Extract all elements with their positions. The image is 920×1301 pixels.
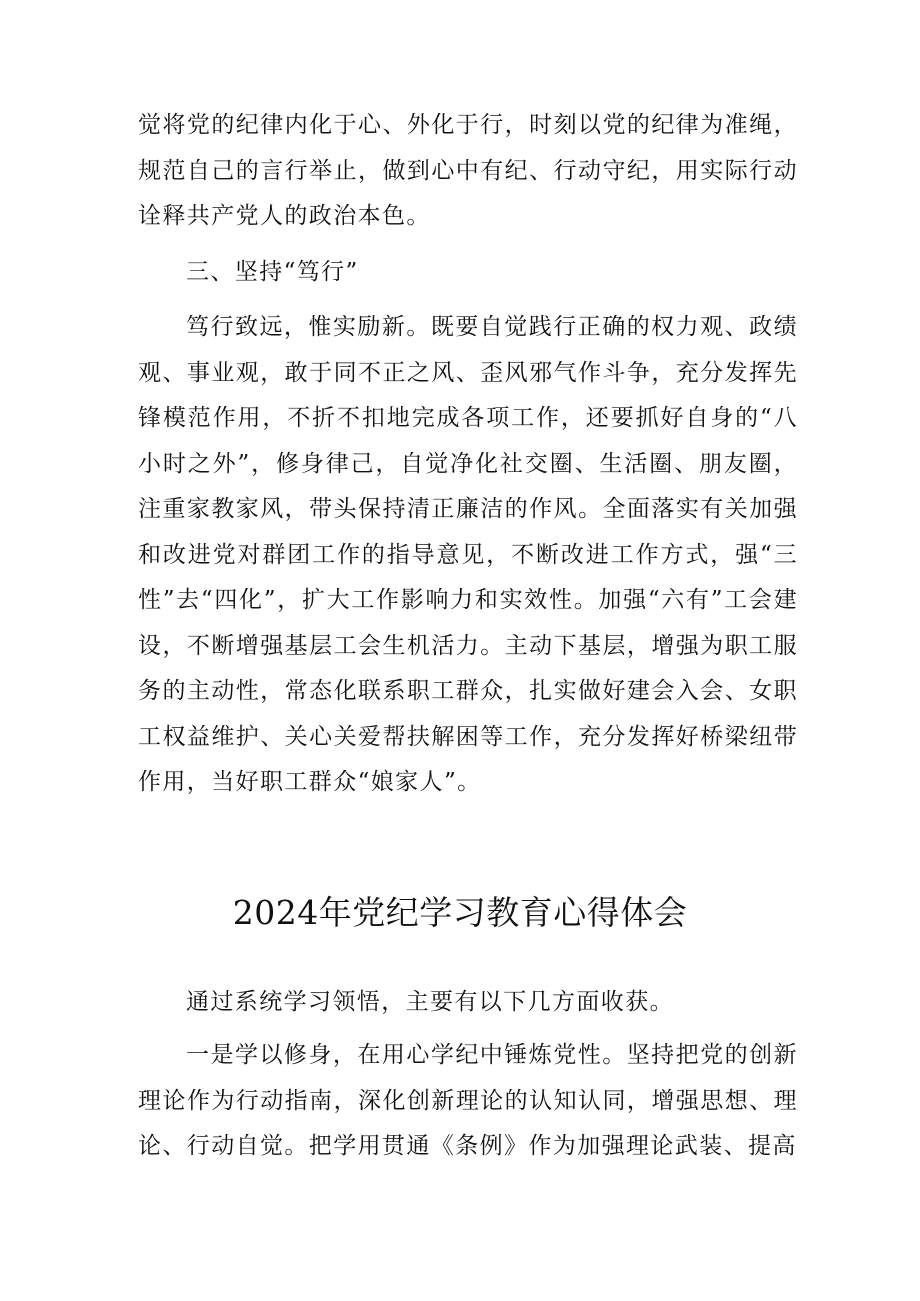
document-title: 2024年党纪学习教育心得体会 [232, 893, 688, 932]
intro-paragraph: 通过系统学习领悟，主要有以下几方面收获。 [186, 989, 674, 1015]
continuation-paragraph: 觉将党的纪律内化于心、外化于行，时刻以党的纪律为准绳，规范自己的言行举止，做到心中有纪、行动守纪，用实际行动诠释共产党人的政治本色。 [138, 112, 798, 229]
point-one-paragraph: 一是学以修身，在用心学纪中锤炼党性。坚持把党的创新理论作为行动指南，深化创新理论的认知认同，增强思想、理论、行动自觉。把学用贯通《条例》作为加强理论武装、提高 [138, 1042, 798, 1159]
section-paragraph: 笃行致远，惟实励新。既要自觉践行正确的权力观、政绩观、事业观，敢于同不正之风、歪风邪气作斗争，充分发挥先锋模范作用，不折不扣地完成各项工作，还要抓好自身的“八小时之外”，修身律己，自觉净化社交圈、生活圈、朋友圈，注重家教家风，带头保持清正廉洁的作风。全面落实有关加强和改进党对群团工作的指导意见，不断改进工作方式，强“三性”去“四化”，扩大工作影响力和实效性。加强“六有”工会建设，不断增强基层工会生机活力。主动下基层，增强为职工服务的主动性，常态化联系职工群众，扎实做好建会入会、女职工权益维护、关心关爱帮扶解困等工作，充分发挥好桥梁纽带作用，当好职工群众“娘家人”。 [138, 314, 798, 795]
section-heading: 三、坚持“笃行” [186, 259, 359, 285]
